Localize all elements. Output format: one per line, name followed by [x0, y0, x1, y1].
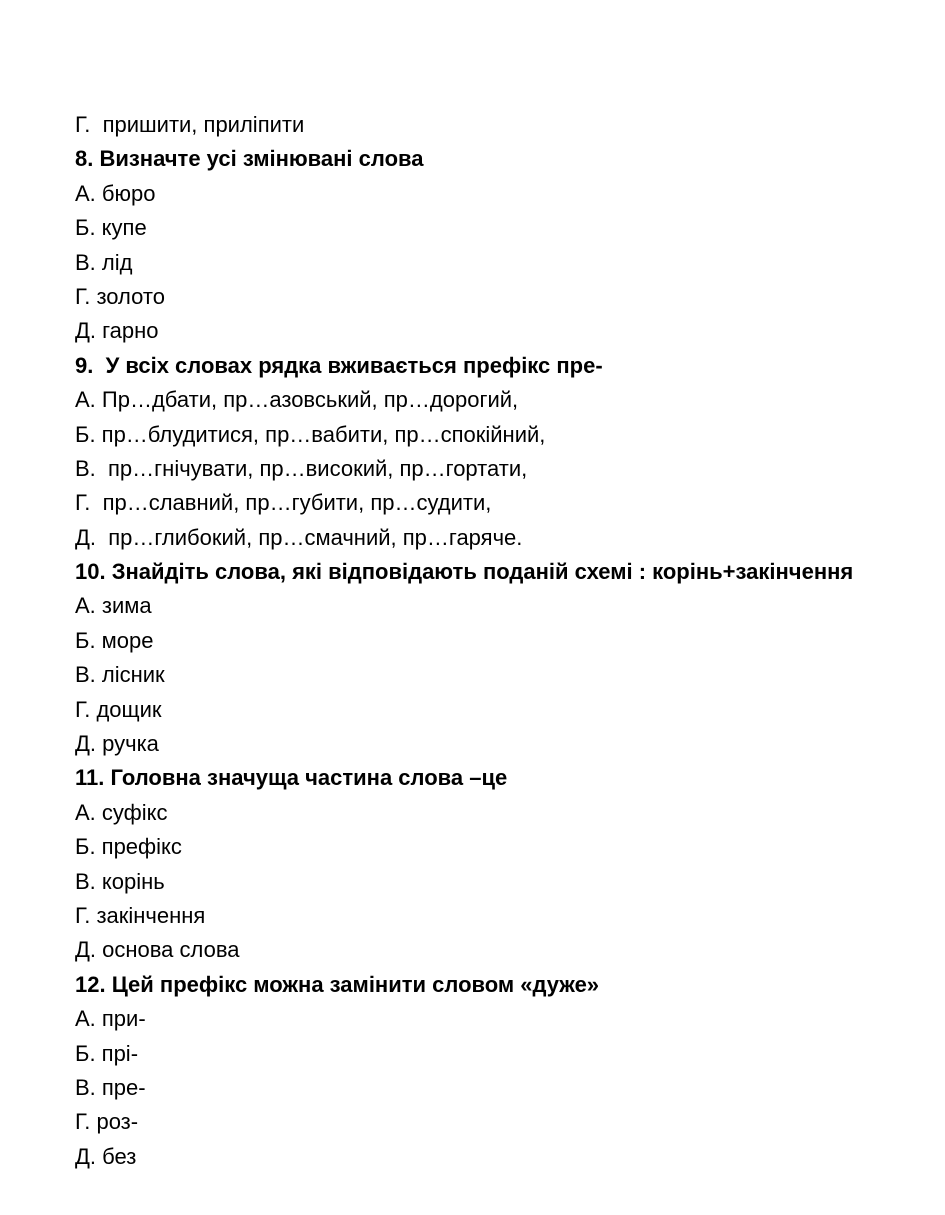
answer-option: В. лісник — [75, 662, 165, 688]
question-heading: 12. Цей префікс можна замінити словом «дуже» — [75, 971, 600, 997]
answer-option: Д. без — [75, 1143, 137, 1169]
question-heading: 9. У всіх словах рядка вживається префікс пре- — [75, 352, 603, 378]
document-page — [75, 108, 935, 1174]
answer-option: А. бюро — [75, 180, 156, 206]
answer-option: Б. море — [75, 627, 154, 653]
answer-option: В. корінь — [75, 868, 165, 894]
answer-option: Г. пришити, приліпити — [75, 112, 305, 137]
answer-option: Г. пр…славний, пр…губити, пр…судити, — [75, 490, 492, 516]
answer-option: Д. пр…глибокий, пр…смачний, пр…гаряче. — [75, 524, 523, 550]
answer-option: Д. основа слова — [75, 937, 240, 963]
answer-option: Б. пр…блудитися, пр…вабити, пр…спокійний, — [75, 421, 546, 447]
answer-option: Г. дощик — [75, 696, 162, 722]
answer-option: Д. гарно — [75, 318, 159, 344]
answer-option: Б. прі- — [75, 1040, 139, 1066]
answer-option: Б. купе — [75, 215, 147, 241]
answer-option: А. суфікс — [75, 799, 168, 825]
answer-option: Г. закінчення — [75, 902, 206, 928]
answer-option: А. Пр…дбати, пр…азовський, пр…дорогий, — [75, 387, 519, 413]
answer-option: Г. золото — [75, 283, 165, 309]
answer-option: В. пр…гнічувати, пр…високий, пр…гортати, — [75, 455, 528, 481]
question-heading: 8. Визначте усі змінювані слова — [75, 146, 424, 172]
answer-option: В. пре- — [75, 1074, 146, 1100]
question-heading: 10. Знайдіть слова, які відповідають поданій схемі : корінь+закінчення — [75, 559, 854, 585]
answer-option: А. при- — [75, 1006, 146, 1032]
answer-option: В. лід — [75, 249, 133, 275]
answer-option: А. зима — [75, 593, 152, 619]
question-heading: 11. Головна значуща частина слова –це — [75, 765, 508, 791]
answer-option: Г. роз- — [75, 1109, 139, 1135]
answer-option: Д. ручка — [75, 731, 159, 757]
answer-option: Б. префікс — [75, 834, 182, 860]
